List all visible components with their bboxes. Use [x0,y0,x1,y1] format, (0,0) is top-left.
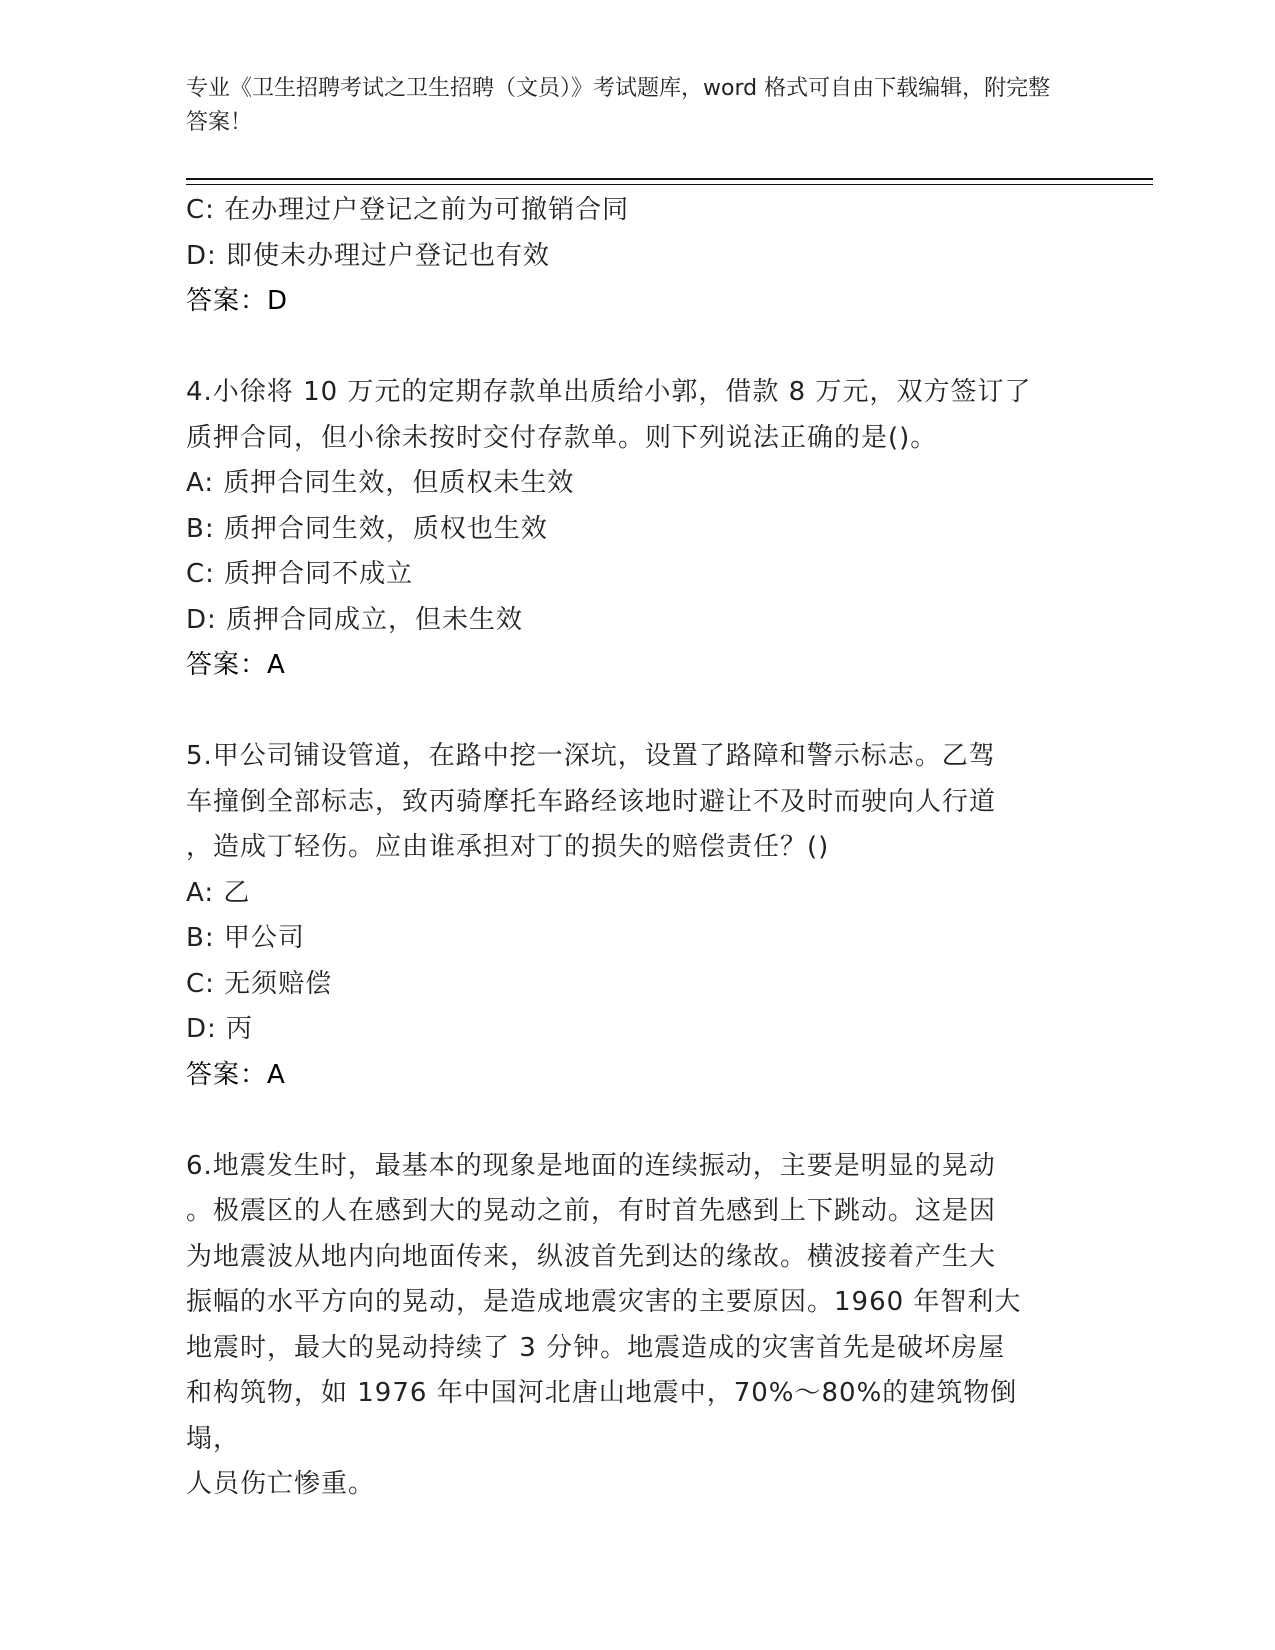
question-stem-line: 。极震区的人在感到大的晃动之前，有时首先感到上下跳动。这是因 [186,1196,997,1226]
question-6 [186,1144,1066,1508]
option-a: A: 质押合同生效，但质权未生效 [186,468,575,498]
question-stem-line: 人员伤亡惨重。 [186,1469,376,1499]
spacer [186,1098,1066,1144]
question-stem-line: 车撞倒全部标志，致丙骑摩托车路经该地时避让不及时而驶向人行道 [186,786,997,817]
question-4 [186,370,1066,689]
option-d: D: 丙 [186,1014,254,1044]
option-d: D: 即使未办理过户登记也有效 [186,240,551,271]
option-c: C: 无须赔偿 [186,968,333,999]
answer-label: 答案：A [186,1059,286,1090]
question-stem-line: 5.甲公司铺设管道，在路中挖一深坑，设置了路障和警示标志。乙驾 [186,741,996,771]
spacer [186,325,1066,371]
question-stem-line: 和构筑物，如 1976 年中国河北唐山地震中，70%～80%的建筑物倒塌， [186,1378,1018,1454]
question-content [186,188,1066,1508]
answer-label: 答案：D [186,286,289,316]
option-c: C: 质押合同不成立 [186,559,414,589]
question-5 [186,734,1066,1098]
document-header: 专业《卫生招聘考试之卫生招聘（文员）》考试题库，word 格式可自由下载编辑，附完整答案！ [186,76,1051,135]
question-stem-line: 6.地震发生时，最基本的现象是地面的连续振动，主要是明显的晃动 [186,1150,996,1181]
question-stem-line: ，造成丁轻伤。应由谁承担对丁的损失的赔偿责任？() [186,832,830,862]
answer-label: 答案：A [186,650,286,680]
question-stem-line: 4.小徐将 10 万元的定期存款单出质给小郭，借款 8 万元，双方签订了 [186,377,1032,407]
option-b: B: 甲公司 [186,923,305,953]
header-divider-thick [186,178,1153,180]
prev-question [186,188,1066,325]
option-b: B: 质押合同生效，质权也生效 [186,513,548,544]
question-stem-line: 为地震波从地内向地面传来，纵波首先到达的缘故。横波接着产生大 [186,1241,997,1272]
spacer [186,689,1066,735]
option-a: A: 乙 [186,877,251,908]
header-divider-thin [186,184,1153,185]
question-stem-line: 地震时，最大的晃动持续了 3 分钟。地震造成的灾害首先是破坏房屋 [186,1332,1006,1363]
question-stem-line: 振幅的水平方向的晃动，是造成地震灾害的主要原因。1960 年智利大 [186,1287,1022,1317]
question-stem-line: 质押合同，但小徐未按时交付存款单。则下列说法正确的是()。 [186,422,938,453]
option-c: C: 在办理过户登记之前为可撤销合同 [186,195,630,225]
option-d: D: 质押合同成立，但未生效 [186,604,524,635]
